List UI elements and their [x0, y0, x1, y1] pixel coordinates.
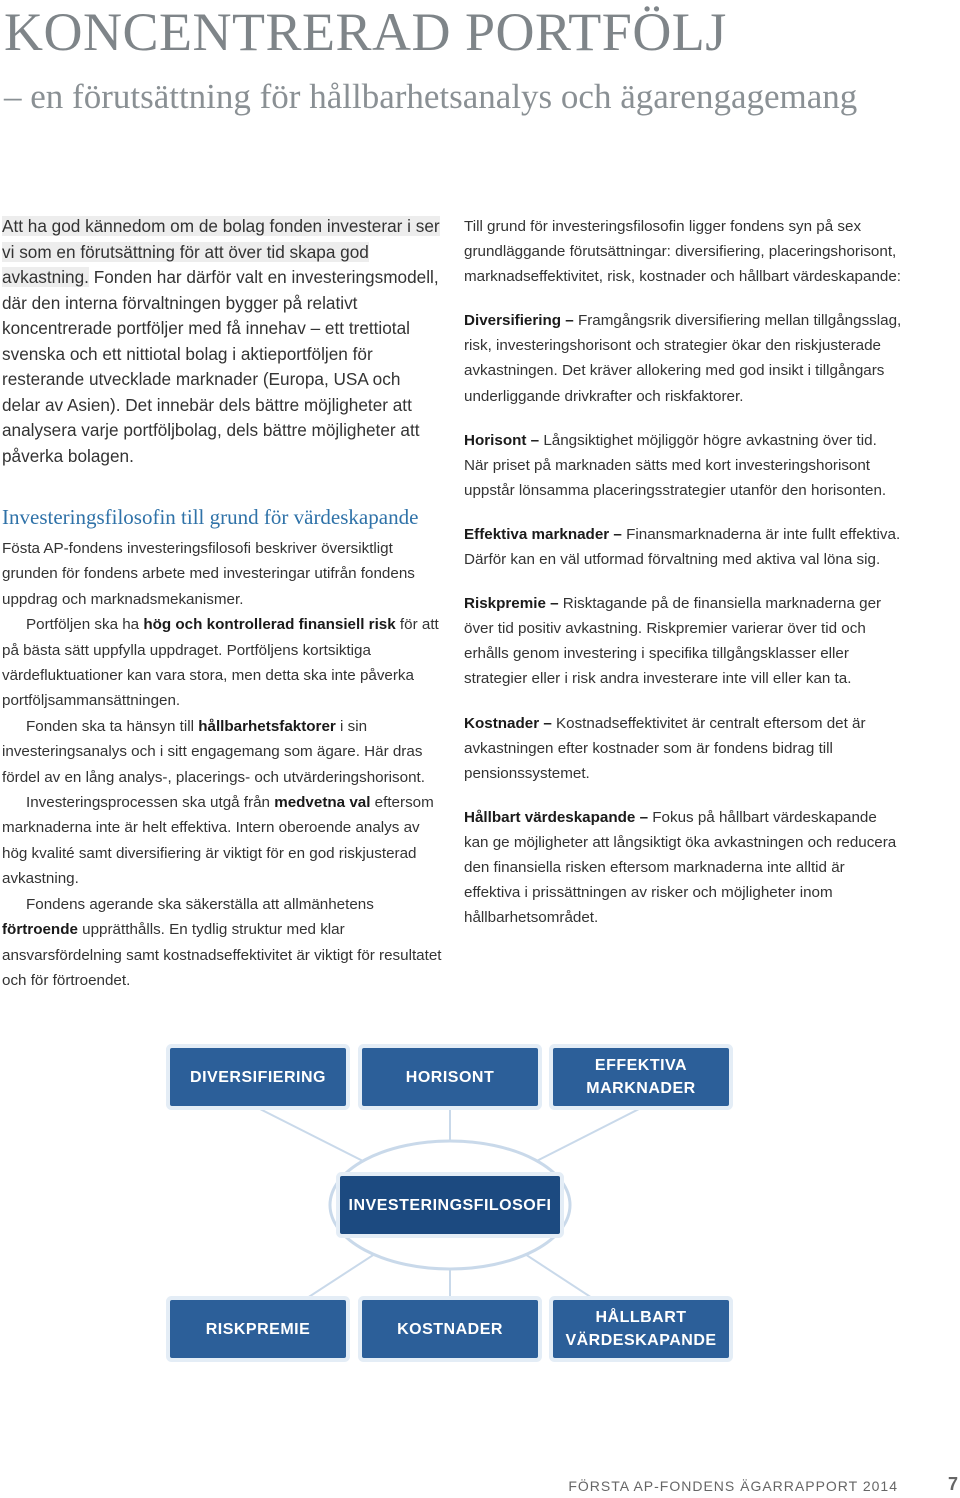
- body-paragraph-3: [2, 714, 442, 790]
- bold-text: hållbarhetsfaktorer: [198, 717, 336, 735]
- factor-text: Risktagande på de finansiella marknaderna ger över tid positiv avkastning. Riskpremier varierar över tid och erhålls genom investering i specifika tillgångsklasser eller strategier eller i risk andra investerare inte vill eller kan ta.: [464, 595, 882, 688]
- factor-term: Kostnader –: [464, 714, 552, 732]
- page-title: KONCENTRERAD PORTFÖLJ: [4, 2, 727, 62]
- lead-highlight: Att ha god kännedom om de bolag fonden investerar i ser vi som en förutsättning för att över tid skapa god avkastning.: [2, 216, 440, 287]
- factor-term: Horisont –: [464, 431, 540, 449]
- intro-paragraph: Till grund för investeringsfilosofin ligger fondens syn på sex grundläggande förutsättningar: diversifiering, placeringshorisont, marknadseffektivitet, risk, kostnader och hållbart värdeskapande:: [464, 218, 902, 286]
- factor-horisont: [464, 428, 904, 503]
- page-number: 7: [947, 1474, 958, 1494]
- diagram-box-effektiva-marknader: EFFEKTIVA MARKNADER: [553, 1048, 729, 1106]
- text-span: eftersom marknaderna inte är helt effektiva. Intern oberoende analys av hög kvalité samt diversifiering är viktigt för en god riskjusterad avkastning.: [2, 794, 434, 888]
- text-span: Fonden ska ta hänsyn till: [26, 717, 199, 735]
- right-column: [464, 214, 904, 949]
- factor-text: Långsiktighet möjliggör högre avkastning över tid. När priset på marknaden sätts med kort investeringshorisont uppstår lönsamma placeringsstrategier utanför den horisonten.: [464, 431, 887, 499]
- diagram-box-riskpremie: RISKPREMIE: [170, 1300, 346, 1358]
- text-span: Portföljen ska ha: [26, 616, 144, 634]
- lead-paragraph: [2, 214, 442, 469]
- page-subtitle: – en förutsättning för hållbarhetsanalys och ägarengagemang: [4, 77, 858, 116]
- factor-term: Effektiva marknader –: [464, 525, 622, 543]
- text-span: för att på bästa sätt uppfylla uppdraget. Portföljens kortsiktiga värdefluktuationer kan vara stora, men detta ska inte påverka portföljsammansättningen.: [2, 616, 439, 710]
- factor-hallbart-vardeskapande: [464, 805, 904, 930]
- factor-text: Fokus på hållbart värdeskapande kan ge möjligheter att långsiktigt öka avkastningen och reducera den finansiella risken eftersom marknaderna inte alltid är effektiva i prissättningen av risker och möjligheter inom hållbarhetsområdet.: [464, 808, 897, 927]
- bold-text: medvetna val: [274, 794, 371, 812]
- factor-diversifiering: [464, 308, 904, 408]
- factor-text: Finansmarknaderna är inte fullt effektiva. Därför kan en väl utformad förvaltning med aktiva val löna sig.: [464, 525, 901, 569]
- factor-term: Hållbart värdeskapande –: [464, 808, 649, 826]
- factor-riskpremie: [464, 591, 904, 691]
- text-span: Fondens agerande ska säkerställa att allmänhetens: [26, 895, 374, 913]
- diagram-box-hallbart-vardeskapande: HÅLLBART VÄRDESKAPANDE: [553, 1300, 729, 1358]
- text-span: Investeringsprocessen ska utgå från: [26, 794, 275, 812]
- footer-publication: FÖRSTA AP-FONDENS ÄGARRAPPORT 2014: [568, 1478, 898, 1494]
- factor-term: Riskpremie –: [464, 595, 559, 613]
- diagram-box-kostnader: KOSTNADER: [362, 1300, 538, 1358]
- text-span: upprätthålls. En tydlig struktur med klar ansvarsfördelning samt kostnadseffektivitet är viktigt för resultatet och för förtroendet.: [2, 921, 442, 989]
- text-span: i sin investeringsanalys och i sitt engagemang som ägare. Här dras fördel av en lång analys-, placerings- och utvärderingshorisont.: [2, 717, 425, 786]
- body-paragraph-1: Fösta AP-fondens investeringsfilosofi beskriver översiktligt grunden för fondens arbete med investeringar utifrån fondens uppdrag och marknadsmekanismer.: [2, 540, 415, 608]
- body-paragraph-2: [2, 612, 442, 714]
- factor-term: Diversifiering –: [464, 312, 574, 330]
- factor-text: Kostnadseffektivitet är centralt eftersom det är avkastningen efter kostnader som är fondens bidrag till pensionssystemet.: [464, 714, 866, 782]
- investment-philosophy-diagram: [0, 1040, 960, 1370]
- bold-text: hög och kontrollerad finansiell risk: [143, 616, 396, 634]
- factor-effektiva-marknader: [464, 522, 904, 572]
- factor-text: Framgångsrik diversifiering mellan tillgångsslag, risk, investeringshorisont och strategier ökar den riskjusterade avkastningen. Det kräver allokering med god insikt i tillgångars underliggande drivkrafter och riskfaktorer.: [464, 312, 902, 405]
- left-column: [2, 214, 442, 993]
- section-heading: Investeringsfilosofin till grund för värdeskapande: [2, 505, 419, 529]
- body-paragraph-4: [2, 790, 442, 892]
- diagram-box-horisont: HORISONT: [362, 1048, 538, 1106]
- diagram-box-investeringsfilosofi: INVESTERINGSFILOSOFI: [340, 1176, 560, 1234]
- diagram-box-diversifiering: DIVERSIFIERING: [170, 1048, 346, 1106]
- body-paragraph-5: [2, 892, 442, 994]
- factor-kostnader: [464, 711, 904, 786]
- lead-text: Fonden har därför valt en investeringsmodell, där den interna förvaltningen bygger på relativt koncentrerade portföljer med få innehav – ett trettiotal svenska och ett nittiotal bolag i aktieportföljen för resterande utvecklade marknader (Europa, USA och delar av Asien). Det innebär dels bättre möjligheter att analysera varje portföljbolag, dels bättre möjligheter att påverka bolagen.: [2, 267, 439, 466]
- bold-text: förtroende: [2, 921, 78, 939]
